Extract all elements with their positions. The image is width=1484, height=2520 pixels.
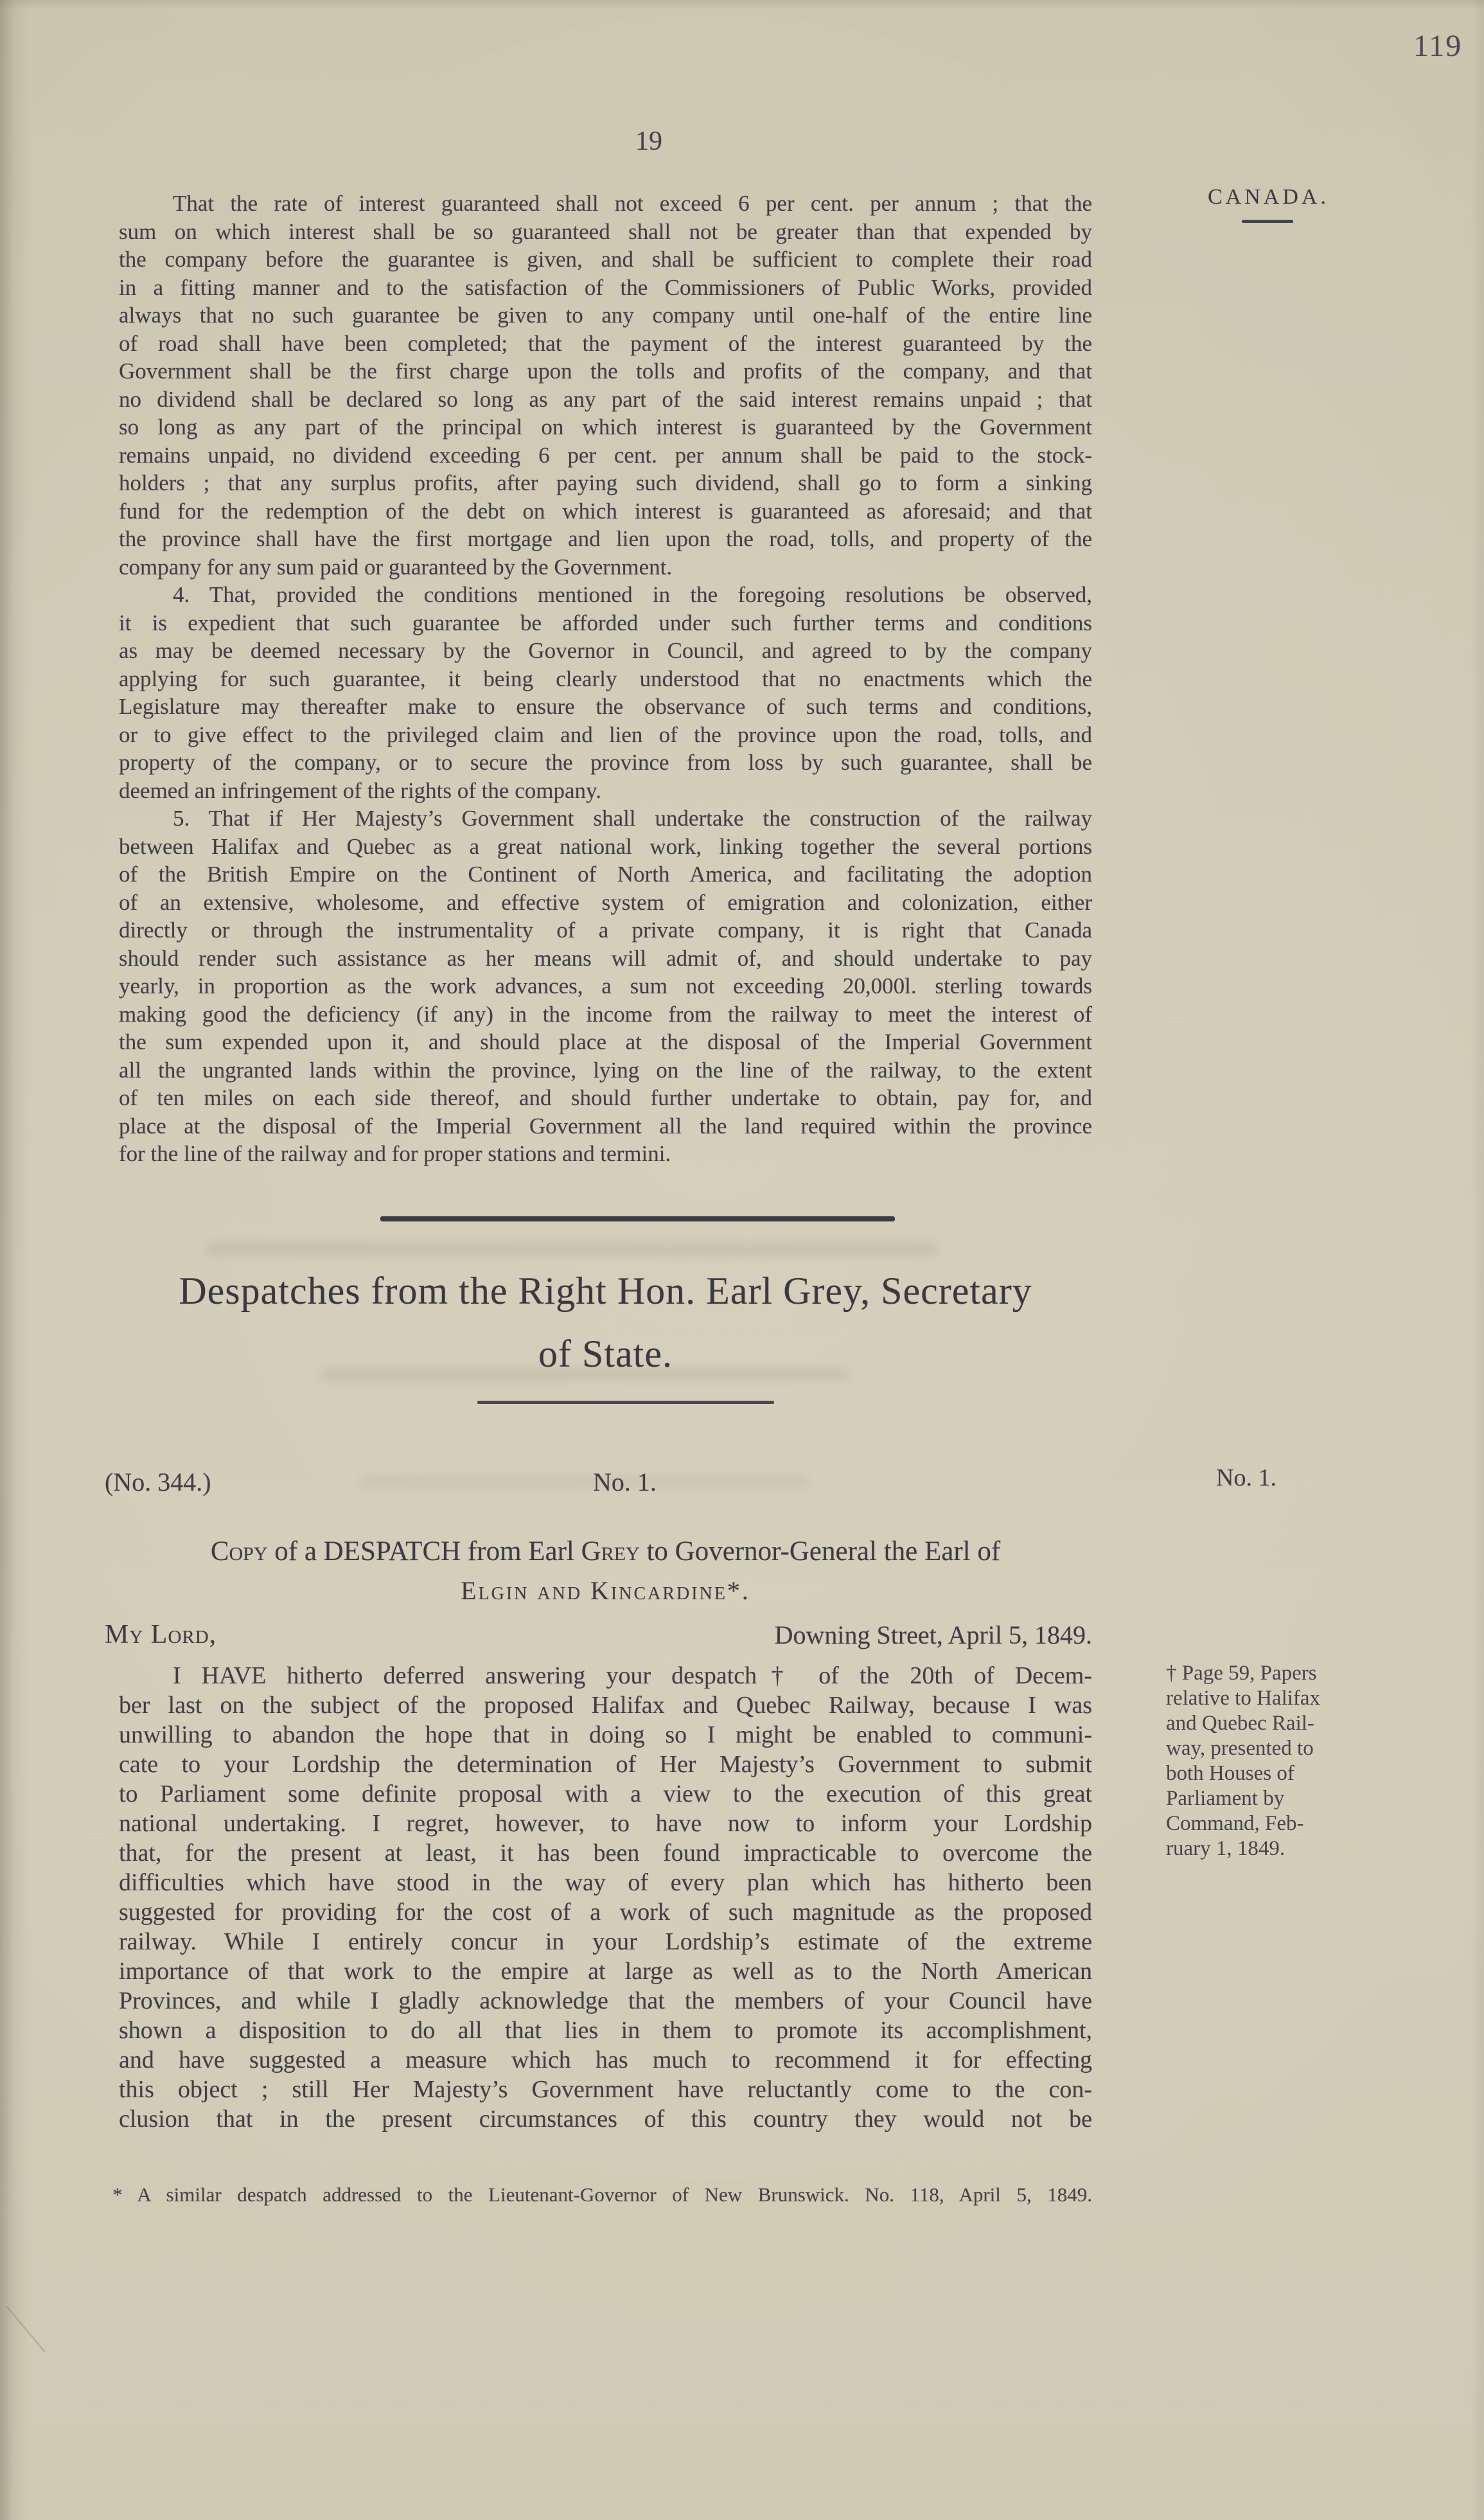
text-line: Parliament by xyxy=(1166,1787,1285,1810)
text-segment: of a DESPATCH from Earl G xyxy=(267,1536,601,1566)
text-line: 4. That, provided the conditions mentioned in the foregoing resolutions be observed, xyxy=(173,582,1092,607)
text-segment: C xyxy=(210,1536,229,1566)
text-line: fund for the redemption of the debt on which interest is guaranteed as aforesaid; and that xyxy=(119,498,1092,524)
text-line: of road shall have been completed; that the payment of the interest guaranteed by the xyxy=(119,330,1092,356)
small-caps-text: opy xyxy=(229,1536,268,1566)
text-line: Government shall be the first charge upon the tolls and profits of the company, and that xyxy=(119,359,1092,384)
salutation: My Lord, xyxy=(105,1620,217,1649)
text-line: cate to your Lordship the determination of Her Majesty’s Government to submit xyxy=(119,1751,1092,1778)
text-line: sum on which interest shall be so guaranteed shall not be greater than that expended by xyxy=(119,218,1092,244)
text-line: suggested for providing for the cost of a work of such magnitude as the proposed xyxy=(119,1899,1092,1926)
text-line: that, for the present at least, it has been found impracticable to overcome the xyxy=(119,1840,1092,1867)
text-line: Command, Feb- xyxy=(1166,1812,1304,1835)
text-line: the province shall have the first mortgage and lien upon the road, tolls, and property of the xyxy=(119,526,1092,551)
text-line: unwilling to abandon the hope that in doing so I might be enabled to communi- xyxy=(119,1721,1092,1748)
text-line: holders ; that any surplus profits, after paying such dividend, shall go to form a sinking xyxy=(119,470,1092,495)
page-edge-shadow-top xyxy=(0,0,1484,10)
text-line: as may be deemed necessary by the Governor in Council, and agreed to by the company xyxy=(119,638,1092,663)
text-line: difficulties which have stood in the way of every plan which has hitherto been xyxy=(119,1869,1092,1896)
text-line: of ten miles on each side thereof, and should further undertake to obtain, pay for, and xyxy=(119,1085,1092,1110)
margin-note-despatch-number: No. 1. xyxy=(1216,1464,1276,1491)
text-line: railway. While I entirely concur in your Lordship’s estimate of the extreme xyxy=(119,1928,1092,1955)
text-line: and have suggested a measure which has much to recommend it for effecting xyxy=(119,2046,1092,2073)
text-line: way, presented to xyxy=(1166,1737,1314,1760)
despatch-number-heading: No. 1. xyxy=(593,1468,657,1496)
text-line: the sum expended upon it, and should place at the disposal of the Imperial Government xyxy=(119,1029,1092,1054)
text-line: I HAVE hitherto deferred answering your despatch† of the 20th of Decem- xyxy=(173,1662,1092,1689)
footnote: * A similar despatch addressed to the Lieutenant-Governor of New Brunswick. No. 118, April 5, 1849. xyxy=(112,2183,1092,2206)
text-line: the company before the guarantee is given, and shall be sufficient to complete their road xyxy=(119,247,1092,272)
section-heading-line2: of State. xyxy=(538,1333,673,1375)
text-line: for the line of the railway and for proper stations and termini. xyxy=(119,1141,671,1166)
text-line: or to give effect to the privileged claim and lien of the province upon the road, tolls, and xyxy=(119,722,1092,747)
text-line: shown a disposition to do all that lies in them to promote its accomplishment, xyxy=(119,2017,1092,2044)
despatch-file-number: (No. 344.) xyxy=(105,1468,211,1496)
despatch-body-text xyxy=(119,1661,1092,2134)
dateline: Downing Street, April 5, 1849. xyxy=(774,1620,1092,1649)
text-line: † Page 59, Papers xyxy=(1166,1662,1317,1685)
text-line: directly or through the instrumentality of a private company, it is right that Canada xyxy=(119,918,1092,943)
show-through-artifact xyxy=(206,1241,938,1257)
margin-note-canada: CANADA. xyxy=(1208,185,1329,209)
text-segment: to Governor-General the Earl of xyxy=(639,1536,1001,1566)
text-line: deemed an infringement of the rights of the company. xyxy=(119,777,601,803)
resolution-paragraph-4 xyxy=(119,581,1092,804)
resolution-paragraph-5 xyxy=(119,804,1092,1168)
text-line: Legislature may thereafter make to ensure the observance of such terms and conditions, xyxy=(119,694,1092,719)
text-line: of an extensive, wholesome, and effective system of emigration and colonization, either xyxy=(119,889,1092,915)
text-line: it is expedient that such guarantee be afforded under such further terms and conditions xyxy=(119,610,1092,635)
text-line: both Houses of xyxy=(1166,1762,1294,1785)
printed-page-number: 19 xyxy=(635,127,662,156)
text-line: should render such assistance as her means will admit of, and should undertake to pay xyxy=(119,945,1092,971)
page-edge-shadow-right xyxy=(1471,0,1484,2520)
text-line: ber last on the subject of the proposed Halifax and Quebec Railway, because I was xyxy=(119,1692,1092,1719)
salutation-row xyxy=(105,1614,1092,1650)
text-line: ruary 1, 1849. xyxy=(1166,1837,1285,1860)
text-line: relative to Halifax xyxy=(1166,1687,1321,1710)
text-line: of the British Empire on the Continent of North America, and facilitating the adoption xyxy=(119,862,1092,887)
small-caps-text: rey xyxy=(601,1536,640,1566)
text-line: yearly, in proportion as the work advances, a sum not exceeding 20,000l. sterling towards xyxy=(119,973,1092,998)
text-line: importance of that work to the empire at large as well as to the North American xyxy=(119,1958,1092,1985)
page-edge-shadow-left xyxy=(0,0,31,2520)
text-line: That the rate of interest guaranteed shall not exceed 6 per cent. per annum ; that the xyxy=(173,191,1092,216)
folio-page-number: 119 xyxy=(1413,29,1463,63)
text-line: applying for such guarantee, it being clearly understood that no enactments which the xyxy=(119,666,1092,691)
section-heading-line1: Despatches from the Right Hon. Earl Grey, Secretary xyxy=(179,1270,1032,1312)
text-line: this object ; still Her Majesty’s Government have reluctantly come to the con- xyxy=(119,2076,1092,2103)
text-line: no dividend shall be declared so long as any part of the said interest remains unpaid ; that xyxy=(119,386,1092,412)
text-line: and Quebec Rail- xyxy=(1166,1712,1314,1735)
text-line: 5. That if Her Majesty’s Government shall undertake the construction of the railway xyxy=(173,806,1092,831)
subsection-divider-rule xyxy=(477,1401,774,1404)
section-divider-rule xyxy=(380,1216,895,1221)
text-line: clusion that in the present circumstances of this country they would not be xyxy=(119,2106,1092,2133)
text-line: always that no such guarantee be given to any company until one-half of the entire line xyxy=(119,303,1092,328)
margin-reference-note xyxy=(1166,1661,1388,1861)
copy-heading-line2: Elgin and Kincardine*. xyxy=(461,1576,750,1605)
text-line: Provinces, and while I gladly acknowledge that the members of your Council have xyxy=(119,1987,1092,2014)
copy-heading-line1 xyxy=(119,1536,1092,1567)
text-line: place at the disposal of the Imperial Government all the land required within the province xyxy=(119,1113,1092,1139)
text-line: so long as any part of the principal on which interest is guaranteed by the Government xyxy=(119,414,1092,439)
text-line: company for any sum paid or guaranteed by the Government. xyxy=(119,554,673,580)
text-line: remains unpaid, no dividend exceeding 6 per cent. per annum shall be paid to the stock- xyxy=(119,442,1092,468)
text-line: all the ungranted lands within the province, lying on the line of the railway, to the extent xyxy=(119,1057,1092,1083)
text-line: property of the company, or to secure the province from loss by such guarantee, shall be xyxy=(119,750,1092,775)
resolutions-text-block xyxy=(119,190,1092,1168)
text-line: between Halifax and Quebec as a great national work, linking together the several portions xyxy=(119,833,1092,859)
text-line: making good the deficiency (if any) in the income from the railway to meet the interest of xyxy=(119,1001,1092,1027)
text-line: in a fitting manner and to the satisfaction of the Commissioners of Public Works, provided xyxy=(119,274,1092,300)
text-line: national undertaking. I regret, however, to have now to inform your Lordship xyxy=(119,1810,1092,1837)
text-line: to Parliament some definite proposal with a view to the execution of this great xyxy=(119,1780,1092,1807)
canada-underline-rule xyxy=(1242,220,1293,223)
despatch-number-row xyxy=(105,1467,1092,1503)
resolution-paragraph-continuation xyxy=(119,190,1092,581)
